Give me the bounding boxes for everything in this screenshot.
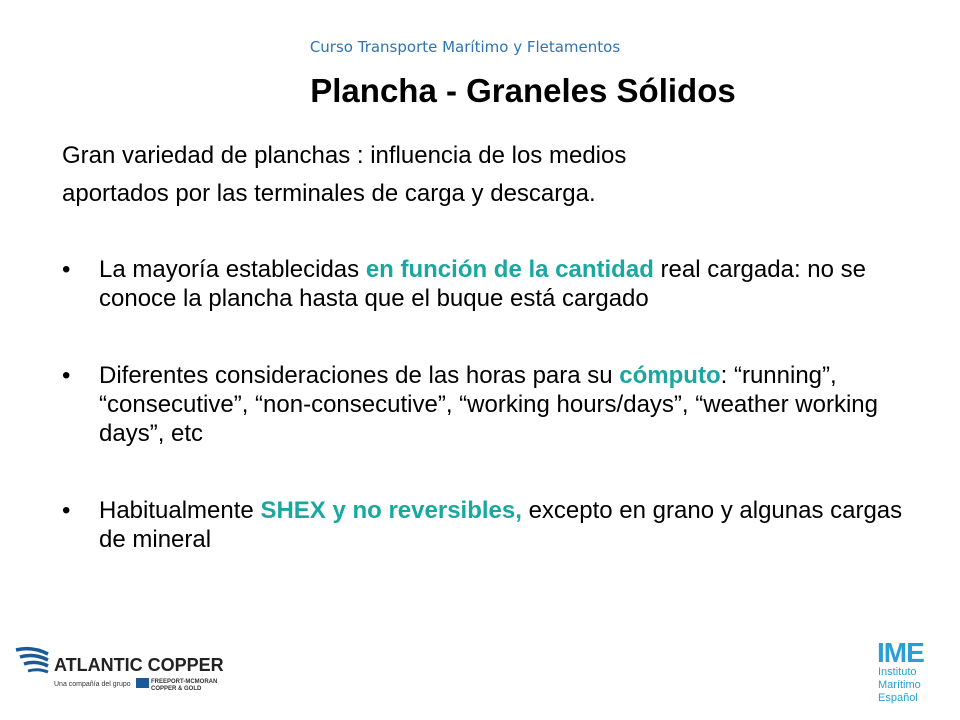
bullet-text: Diferentes consideraciones de las horas para su (99, 362, 620, 389)
freeport-mark-icon (136, 678, 149, 688)
bullet-marker: • (62, 256, 71, 283)
bullet-marker: • (62, 497, 71, 524)
ime-line-1: Instituto (878, 666, 917, 678)
bullet-highlight: cómputo (619, 362, 721, 389)
ime-line-3: Español (878, 692, 918, 704)
bullet-highlight: SHEX y no reversibles, (260, 497, 522, 524)
course-header: Curso Transporte Marítimo y Fletamentos (309, 38, 621, 56)
bullet-text: Habitualmente (99, 497, 261, 524)
atlantic-copper-logo (14, 644, 224, 694)
atlantic-copper-name: ATLANTIC COPPER (54, 655, 224, 675)
atlantic-copper-wave-icon (16, 649, 48, 672)
ime-logo (876, 636, 938, 704)
intro-line-2: aportados por las terminales de carga y descarga. (62, 180, 596, 207)
bullet-marker: • (62, 362, 71, 389)
bullet-item (62, 255, 922, 313)
intro-text (62, 137, 922, 213)
bullet-item (62, 496, 922, 554)
intro-line-1: Gran variedad de planchas : influencia de los medios (62, 142, 627, 169)
slide-title: Plancha - Graneles Sólidos (310, 72, 736, 109)
bullet-text: : “running”, “consecutive”, “non-consecutive”, “working hours/days”, “weather working days”, etc (99, 362, 878, 447)
ime-line-2: Marítimo (878, 679, 921, 691)
bullet-list (62, 255, 922, 602)
bullet-text: La mayoría establecidas (99, 256, 366, 283)
bullet-highlight: en función de la cantidad (365, 256, 654, 283)
freeport-name: FREEPORT-MCMORAN (151, 679, 218, 685)
ime-mark: IME (877, 637, 924, 668)
bullet-text: real cargada: no se conoce la plancha hasta que el buque está cargado (99, 256, 866, 312)
bullet-text: excepto en grano y algunas cargas de mineral (99, 497, 903, 553)
bullet-item (62, 361, 922, 448)
copper-gold-name: COPPER & GOLD (151, 686, 202, 692)
atlantic-copper-tagline: Una compañía del grupo (54, 681, 131, 688)
